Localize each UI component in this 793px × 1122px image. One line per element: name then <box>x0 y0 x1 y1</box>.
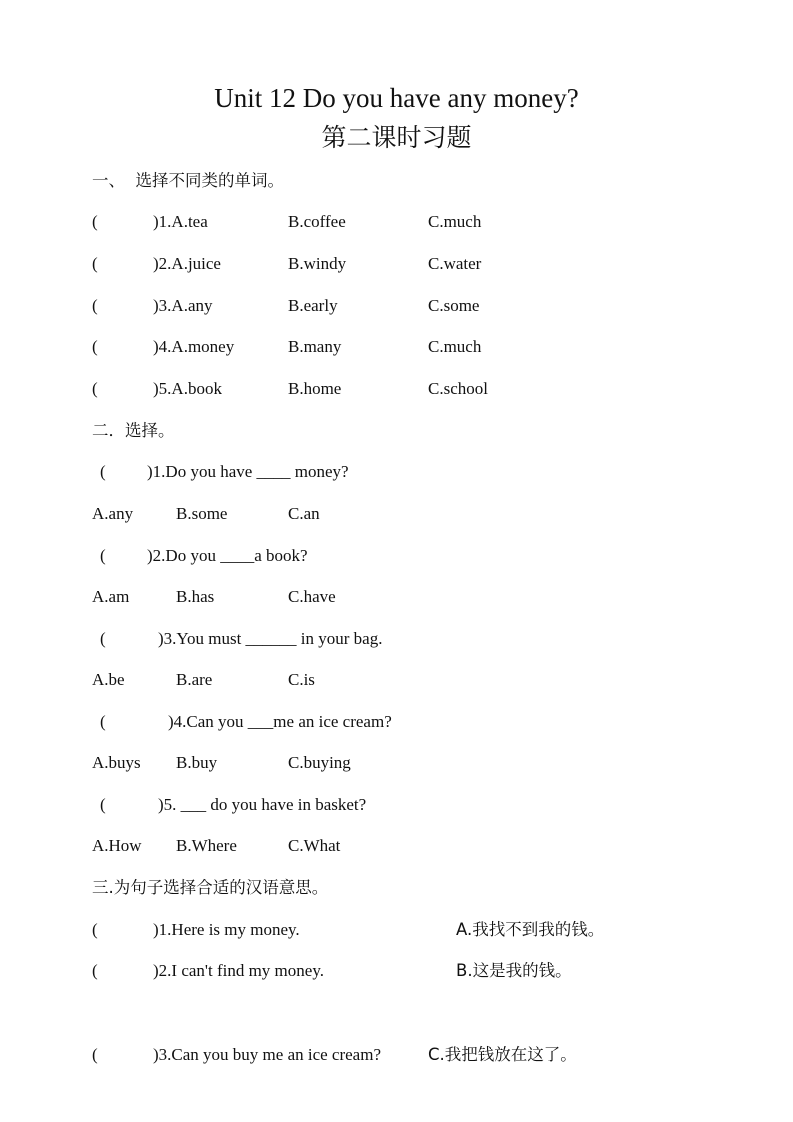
option-b: B.coffee <box>288 212 346 231</box>
option-c: C.much <box>428 212 482 231</box>
option-b: B.are <box>176 670 213 689</box>
option-b: B.buy <box>176 753 218 772</box>
question-text: )3.A.any <box>153 296 213 315</box>
option-a: A.any <box>92 504 134 523</box>
option-c: C.is <box>288 670 315 689</box>
answer-bracket: ( <box>92 212 98 231</box>
option-b: B.early <box>288 296 338 315</box>
option-b: B.some <box>176 504 228 523</box>
option-c: C.an <box>288 504 320 523</box>
option-a: A.buys <box>92 753 141 772</box>
option-b: B.home <box>288 379 342 398</box>
answer-option: B.这是我的钱。 <box>456 961 572 980</box>
option-c: C.buying <box>288 753 351 772</box>
question-text: )2.I can't find my money. <box>153 961 324 980</box>
option-a: A.am <box>92 587 130 606</box>
question-text: )1.Do you have ____ money? <box>147 462 349 481</box>
answer-bracket: ( <box>92 920 98 939</box>
answer-bracket: ( <box>92 337 98 356</box>
option-c: C.water <box>428 254 482 273</box>
page-title: Unit 12 Do you have any money? <box>214 83 579 113</box>
answer-bracket: ( <box>92 379 98 398</box>
option-b: B.many <box>288 337 342 356</box>
answer-bracket: ( <box>100 712 106 731</box>
question-text: )1.Here is my money. <box>153 920 300 939</box>
answer-bracket: ( <box>100 546 106 565</box>
page-subtitle: 第二课时习题 <box>321 123 472 152</box>
section-heading: 一、 选择不同类的单词。 <box>92 171 284 190</box>
answer-bracket: ( <box>92 1045 98 1064</box>
question-text: )1.A.tea <box>153 212 208 231</box>
answer-bracket: ( <box>100 629 106 648</box>
question-text: )3.Can you buy me an ice cream? <box>153 1045 381 1064</box>
question-text: )4.A.money <box>153 337 235 356</box>
answer-option: C.我把钱放在这了。 <box>428 1045 577 1064</box>
option-b: B.Where <box>176 836 237 855</box>
question-text: )4.Can you ___me an ice cream? <box>168 712 392 731</box>
answer-bracket: ( <box>92 254 98 273</box>
option-c: C.have <box>288 587 336 606</box>
option-c: C.some <box>428 296 480 315</box>
option-c: C.much <box>428 337 482 356</box>
question-text: )2.Do you ____a book? <box>147 546 308 565</box>
option-a: A.How <box>92 836 142 855</box>
question-text: )3.You must ______ in your bag. <box>158 629 383 648</box>
question-text: )2.A.juice <box>153 254 221 273</box>
question-text: )5. ___ do you have in basket? <box>158 795 367 814</box>
option-c: C.school <box>428 379 488 398</box>
section-heading: 三.为句子选择合适的汉语意思。 <box>92 878 329 897</box>
answer-bracket: ( <box>100 795 106 814</box>
answer-option: A.我找不到我的钱。 <box>456 920 605 939</box>
answer-bracket: ( <box>92 961 98 980</box>
option-c: C.What <box>288 836 341 855</box>
question-text: )5.A.book <box>153 379 222 398</box>
answer-bracket: ( <box>92 296 98 315</box>
option-b: B.has <box>176 587 215 606</box>
option-a: A.be <box>92 670 125 689</box>
option-b: B.windy <box>288 254 347 273</box>
answer-bracket: ( <box>100 462 106 481</box>
section-heading: 二．选择。 <box>92 421 175 440</box>
